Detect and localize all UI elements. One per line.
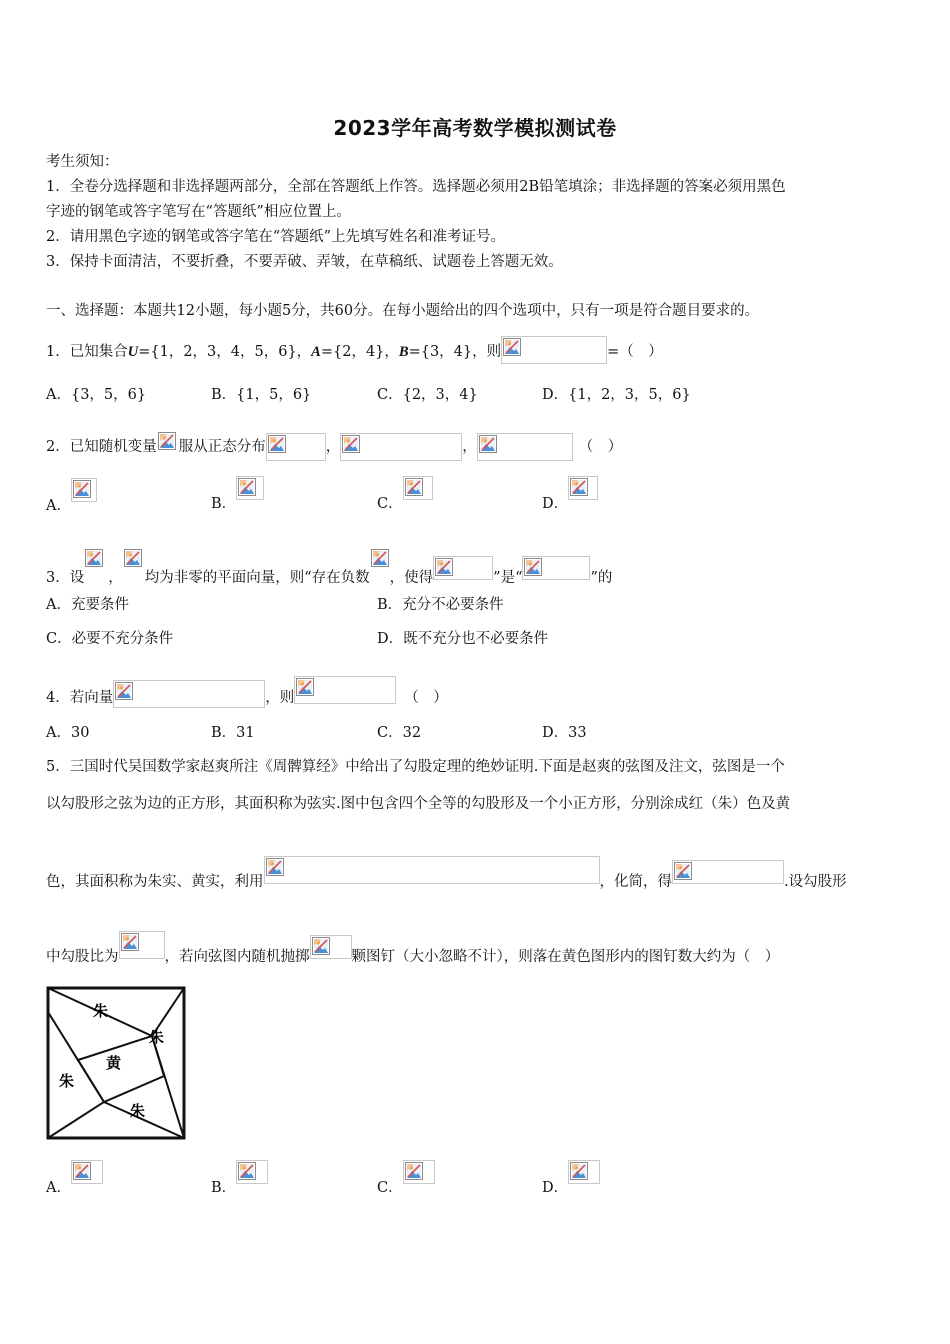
xian-diagram xyxy=(46,986,186,1142)
q2-option-d xyxy=(542,476,598,514)
set-b-symbol: B xyxy=(398,344,409,360)
option-label: C． xyxy=(377,496,403,512)
formula-image xyxy=(71,1160,103,1184)
q3-tail: ”的 xyxy=(590,570,613,586)
q5-option-c xyxy=(377,1160,435,1198)
q4-prefix: 4．若向量 xyxy=(46,690,114,706)
formula-image xyxy=(501,336,607,364)
option-label: D． xyxy=(542,496,569,512)
image-placeholder-icon xyxy=(405,1162,423,1180)
image-placeholder-icon xyxy=(312,937,330,955)
q5-line-1: 5．三国时代吴国数学家赵爽所注《周髀算经》中给出了勾股定理的绝妙证明.下面是赵爽的弦图及注文，弦图是一个 xyxy=(46,759,785,775)
image-placeholder-icon xyxy=(435,558,453,576)
formula-image xyxy=(236,476,264,500)
formula-image xyxy=(264,856,600,884)
vector-a-image xyxy=(84,548,108,576)
image-placeholder-icon xyxy=(238,478,256,496)
question-4 xyxy=(46,676,448,708)
image-placeholder-icon xyxy=(268,435,286,453)
formula-image xyxy=(113,680,265,708)
q3-mid: 均为非零的平面向量，则“存在负数 xyxy=(144,570,370,586)
q5-option-a xyxy=(46,1160,103,1198)
option-label: B． xyxy=(211,1180,237,1196)
image-placeholder-icon xyxy=(479,435,497,453)
q1-option-b: B．{1，5，6} xyxy=(211,387,312,403)
formula-image xyxy=(433,556,493,580)
image-placeholder-icon xyxy=(73,1162,91,1180)
formula-image xyxy=(310,935,352,959)
formula-image xyxy=(119,931,165,959)
formula-image xyxy=(266,433,326,461)
formula-image xyxy=(568,476,598,500)
image-placeholder-icon xyxy=(570,1162,588,1180)
q3-mid2: ，使得 xyxy=(389,570,434,586)
formula-image xyxy=(71,478,97,502)
zhu-label-right: 朱 xyxy=(149,1028,165,1046)
q5-line-4-b: ，若向弦图内随机抛掷 xyxy=(164,949,310,965)
section-heading: 一、选择题：本题共12小题，每小题5分，共60分。在每小题给出的四个选项中，只有一项是符合题目要求的。 xyxy=(46,303,760,319)
q5-line-4 xyxy=(46,931,779,967)
q3-option-d: D．既不充分也不必要条件 xyxy=(377,631,549,647)
q1-set-u: ={1，2，3，4，5，6}， xyxy=(138,344,312,360)
image-placeholder-icon xyxy=(266,858,284,876)
zhu-label-bottom: 朱 xyxy=(130,1102,146,1120)
q4-option-a: A．30 xyxy=(46,725,90,741)
formula-image xyxy=(294,676,396,704)
question-3 xyxy=(46,548,612,588)
notice-item-1b: 字迹的钢笔或答字笔写在“答题纸”相应位置上。 xyxy=(46,204,351,220)
q4-option-d: D．33 xyxy=(542,725,587,741)
image-placeholder-icon xyxy=(342,435,360,453)
image-placeholder-icon xyxy=(121,933,139,951)
q4-option-c: C．32 xyxy=(377,725,422,741)
zhu-label-left: 朱 xyxy=(59,1072,75,1090)
q3-option-b: B．充分不必要条件 xyxy=(377,597,504,613)
q5-line-4-c: 颗图钉（大小忽略不计），则落在黄色图形内的图钉数大约为（ ） xyxy=(351,949,780,965)
q3-mid3: ”是“ xyxy=(493,570,523,586)
image-placeholder-icon xyxy=(570,478,588,496)
formula-image xyxy=(477,433,573,461)
q4-mid: ，则 xyxy=(265,690,295,706)
q1-set-a: ={2，4}， xyxy=(320,344,399,360)
q2-comma: ， xyxy=(325,439,341,455)
q2-mid: 服从正态分布 xyxy=(178,439,266,455)
image-placeholder-icon xyxy=(124,549,142,567)
set-u-symbol: U xyxy=(127,344,139,360)
image-placeholder-icon xyxy=(296,678,314,696)
q5-option-b xyxy=(211,1160,268,1198)
image-placeholder-icon xyxy=(371,549,389,567)
image-placeholder-icon xyxy=(85,549,103,567)
option-label: C． xyxy=(377,1180,403,1196)
q5-line-2: 以勾股形之弦为边的正方形，其面积称为弦实.图中包含四个全等的勾股形及一个小正方形，分别涂成红（朱）色及黄 xyxy=(46,796,791,812)
q1-set-b: ={3，4}，则 xyxy=(408,344,502,360)
formula-image xyxy=(568,1160,600,1184)
vector-b-image xyxy=(123,548,145,576)
q4-option-b: B．31 xyxy=(211,725,255,741)
q1-option-a: A．{3，5，6} xyxy=(46,387,147,403)
formula-image xyxy=(340,433,462,461)
q3-comma: ， xyxy=(108,570,123,586)
image-placeholder-icon xyxy=(115,682,133,700)
formula-image xyxy=(236,1160,268,1184)
lambda-image xyxy=(370,548,390,576)
q5-line-3 xyxy=(46,856,847,892)
q4-tail: （ ） xyxy=(404,690,448,706)
formula-image xyxy=(522,556,590,580)
notice-item-3: 3．保持卡面清洁，不要折叠，不要弄破、弄皱，在草稿纸、试题卷上答题无效。 xyxy=(46,254,563,270)
image-placeholder-icon xyxy=(674,862,692,880)
notice-item-1a: 1．全卷分选择题和非选择题两部分，全部在答题纸上作答。选择题必须用2B铅笔填涂；非选择题的答案必须用黑色 xyxy=(46,179,786,195)
q5-line-4-a: 中勾股比为 xyxy=(46,949,119,965)
image-placeholder-icon xyxy=(405,478,423,496)
q2-option-c xyxy=(377,476,433,514)
q5-line-3-c: .设勾股形 xyxy=(784,874,847,890)
q1-tail: =（ ） xyxy=(607,344,663,360)
q2-prefix: 2．已知随机变量 xyxy=(46,439,157,455)
q3-option-a: A．充要条件 xyxy=(46,597,129,613)
notice-heading: 考生须知： xyxy=(46,154,119,170)
option-label: D． xyxy=(542,1180,569,1196)
q5-option-d xyxy=(542,1160,600,1198)
option-label: B． xyxy=(211,496,237,512)
image-placeholder-icon xyxy=(524,558,542,576)
q2-comma-2: ， xyxy=(462,439,477,455)
q2-option-b xyxy=(211,476,264,514)
q2-tail: （ ） xyxy=(578,439,623,455)
formula-image xyxy=(157,431,179,455)
notice-item-2: 2．请用黑色字迹的钢笔或答字笔在“答题纸”上先填写姓名和准考证号。 xyxy=(46,229,506,245)
image-placeholder-icon xyxy=(238,1162,256,1180)
formula-image xyxy=(672,860,784,884)
q5-line-3-b: ，化简，得 xyxy=(599,874,672,890)
q3-prefix: 3．设 xyxy=(46,570,85,586)
q1-option-d: D．{1，2，3，5，6} xyxy=(542,387,691,403)
formula-image xyxy=(403,1160,435,1184)
image-placeholder-icon xyxy=(158,432,176,450)
q2-option-a xyxy=(46,478,97,516)
q5-line-3-a: 色，其面积称为朱实、黄实，利用 xyxy=(46,874,264,890)
option-label: A． xyxy=(46,1180,71,1196)
q1-prefix: 1．已知集合 xyxy=(46,344,128,360)
zhu-label-top: 朱 xyxy=(93,1002,109,1020)
formula-image xyxy=(403,476,433,500)
q1-option-c: C．{2，3，4} xyxy=(377,387,478,403)
question-1 xyxy=(46,336,663,364)
option-label: A． xyxy=(46,498,71,514)
q3-option-c: C．必要不充分条件 xyxy=(46,631,174,647)
question-2 xyxy=(46,431,622,461)
huang-label: 黄 xyxy=(106,1054,122,1072)
set-a-symbol: A xyxy=(311,344,321,360)
image-placeholder-icon xyxy=(503,338,521,356)
image-placeholder-icon xyxy=(73,480,91,498)
page-title: 2023学年高考数学模拟测试卷 xyxy=(333,116,617,140)
